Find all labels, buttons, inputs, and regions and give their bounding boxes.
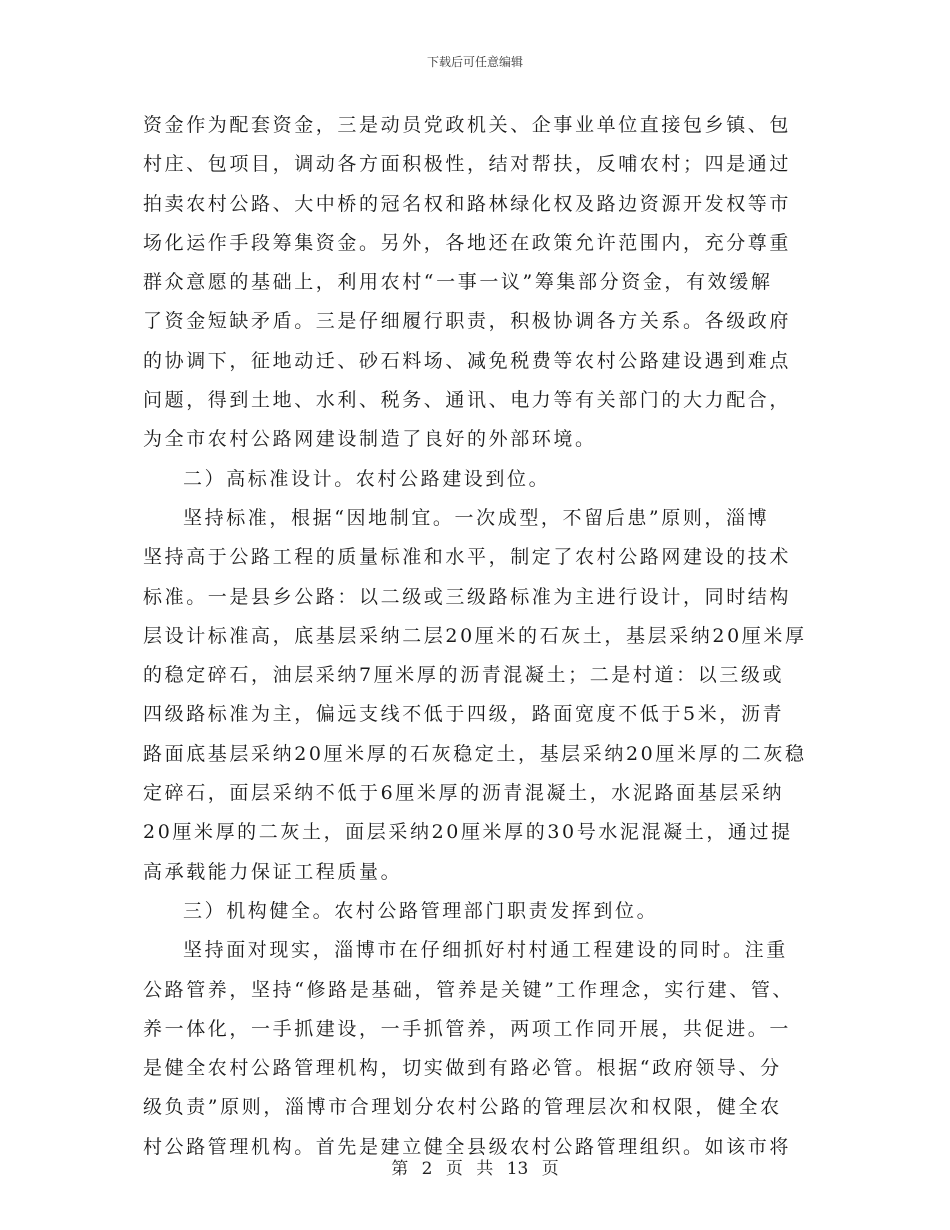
text-line: 拍卖农村公路、大中桥的冠名权和路林绿化权及路边资源开发权等市	[143, 192, 792, 215]
text-line: 坚持面对现实，淄博市在仔细抓好村村通工程建设的同时。注重	[183, 939, 788, 962]
text-line: 群众意愿的基础上，利用农村“一事一议”筹集部分资金，有效缓解	[143, 271, 773, 294]
text-line: 定碎石，面层采纳不低于6厘米厚的沥青混凝土，水泥路面基层采纳	[143, 782, 785, 805]
text-line: 20厘米厚的二灰土，面层采纳20厘米厚的30号水泥混凝土，通过提	[143, 821, 793, 844]
text-line: 是健全农村公路管理机构，切实做到有路必管。根据“政府领导、分	[143, 1057, 782, 1080]
text-line: 为全市农村公路网建设制造了良好的外部环境。	[143, 428, 597, 451]
page-header-note: 下载后可任意编辑	[426, 55, 523, 69]
text-line: 四级路标准为主，偏远支线不低于四级，路面宽度不低于5米，沥青	[143, 703, 785, 726]
text-line: 路面底基层采纳20厘米厚的石灰稳定土，基层采纳20厘米厚的二灰稳	[143, 742, 807, 765]
footer-page-number: 2	[421, 1159, 433, 1179]
text-line: 问题，得到土地、水利、税务、通讯、电力等有关部门的大力配合，	[143, 389, 792, 412]
text-line: 标准。一是县乡公路：以二级或三级路标准为主进行设计，同时结构	[143, 585, 792, 608]
text-line: 养一体化，一手抓建设，一手抓管养，两项工作同开展，共促进。一	[143, 1017, 792, 1040]
text-line: 场化运作手段筹集资金。另外，各地还在政策允许范围内，充分尊重	[143, 231, 792, 254]
text-line: 三）机构健全。农村公路管理部门职责发挥到位。	[183, 899, 659, 922]
document-body	[143, 106, 811, 1167]
footer-prefix: 第	[391, 1159, 409, 1179]
text-line: 高承载能力保证工程质量。	[143, 860, 403, 883]
text-line: 村公路管理机构。首先是建立健全县级农村公路管理组织。如该市将	[143, 1135, 792, 1158]
footer-page-label: 页	[445, 1159, 463, 1179]
text-line: 资金作为配套资金，三是动员党政机关、企事业单位直接包乡镇、包	[143, 114, 792, 136]
text-line: 的稳定碎石，油层采纳7厘米厚的沥青混凝土；二是村道：以三级或	[143, 664, 785, 687]
text-line: 了资金短缺矛盾。三是仔细履行职责，积极协调各方关系。各级政府	[143, 310, 792, 333]
text-line: 层设计标准高，底基层采纳二层20厘米的石灰土，基层采纳20厘米厚	[143, 624, 807, 647]
text-line: 坚持标准，根据“因地制宜。一次成型，不留后患”原则，淄博	[183, 506, 770, 529]
text-line: 公路管养，坚持“修路是基础，管养是关键”工作理念，实行建、管、	[143, 978, 795, 1001]
footer-suffix: 页	[541, 1159, 559, 1179]
text-line: 的协调下，征地动迁、砂石料场、减免税费等农村公路建设遇到难点	[143, 349, 792, 372]
text-line: 二）高标准设计。农村公路建设到位。	[183, 467, 551, 490]
text-line: 村庄、包项目，调动各方面积极性，结对帮扶，反哺农村；四是通过	[143, 153, 792, 176]
text-line: 坚持高于公路工程的质量标准和水平，制定了农村公路网建设的技术	[143, 546, 792, 569]
footer-total-pages: 13	[506, 1159, 529, 1179]
page-footer	[0, 1154, 950, 1179]
text-line: 级负责”原则，淄博市合理划分农村公路的管理层次和权限，健全农	[143, 1096, 782, 1119]
footer-total-label: 共	[476, 1159, 494, 1179]
